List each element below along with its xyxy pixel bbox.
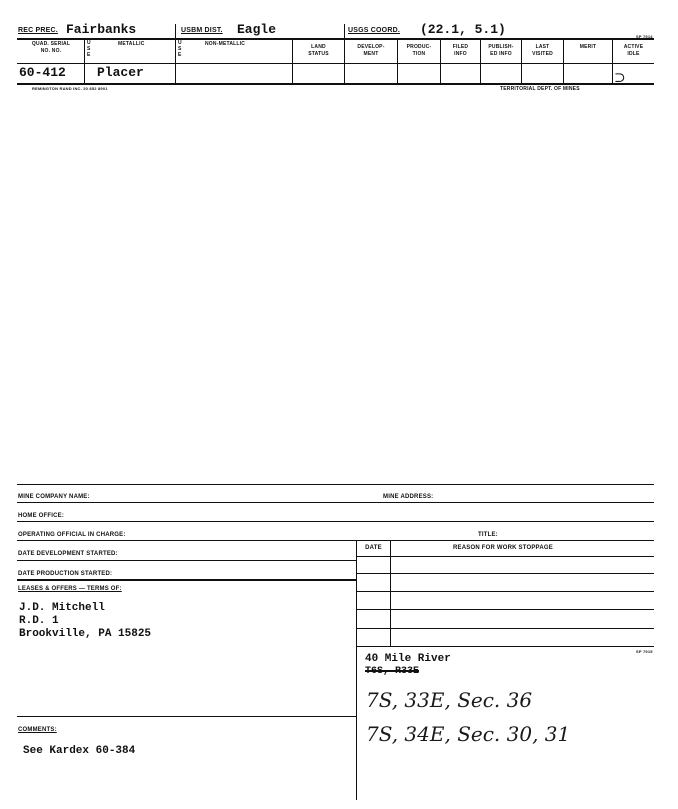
column-rule <box>17 63 654 64</box>
rec-prec-label: REC PREC. <box>18 27 58 34</box>
bottom-divider <box>356 540 357 800</box>
col-last-visited: LAST VISITED <box>532 44 553 57</box>
col-development: DEVELOP- MENT <box>357 44 385 57</box>
printer-imprint: REMINGTON RAND INC. 20 852 8901 <box>32 86 108 91</box>
usgs-coord-value: (22.1, 5.1) <box>420 22 506 37</box>
handwritten-location-2: 7S, 34E, Sec. 30, 31 <box>366 722 571 746</box>
col-metallic: METALLIC <box>118 41 145 47</box>
date-column-rule <box>390 540 391 646</box>
col-use-2: U S E <box>178 40 182 58</box>
mine-address-label: MINE ADDRESS: <box>383 494 434 500</box>
mine-company-top-rule <box>17 484 654 485</box>
header-rule <box>17 38 654 40</box>
col-quad-serial: QUAD. SERIAL NO. NO. <box>31 41 71 54</box>
mine-company-label: MINE COMPANY NAME: <box>18 494 90 500</box>
reason-stoppage-label: REASON FOR WORK STOPPAGE <box>453 545 553 551</box>
location-struck: T6S, R33E <box>365 666 420 677</box>
col-non-metallic: NON-METALLIC <box>205 41 246 47</box>
leases-offers-label: LEASES & OFFERS — TERMS OF: <box>18 586 122 592</box>
operating-official-label: OPERATING OFFICIAL IN CHARGE: <box>18 532 126 538</box>
lessee-address-2: Brookville, PA 15825 <box>19 628 152 640</box>
metallic-value: Placer <box>97 65 144 80</box>
col-merit: MERIT <box>579 44 597 50</box>
rec-prec-value: Fairbanks <box>66 22 137 37</box>
usbm-dist-value: Eagle <box>237 22 277 37</box>
form-number-2: SP 7915 <box>636 649 653 654</box>
col-production: PRODUC- TION <box>406 44 432 57</box>
col-active-idle: ACTIVE IDLE <box>623 44 644 57</box>
comments-label: COMMENTS: <box>18 727 57 733</box>
department-imprint: TERRITORIAL DEPT. OF MINES <box>500 86 580 92</box>
location-river: 40 Mile River <box>365 653 451 665</box>
col-filed-info: FILED INFO <box>452 44 469 57</box>
col-published-info: PUBLISH- ED INFO <box>488 44 514 57</box>
form-number: SP 7914 <box>636 34 653 39</box>
usgs-coord-label: USGS COORD. <box>348 27 400 34</box>
col-use: U S E <box>87 40 91 58</box>
date-production-label: DATE PRODUCTION STARTED: <box>18 571 113 577</box>
home-office-label: HOME OFFICE: <box>18 513 65 519</box>
lessee-address-1: R.D. 1 <box>19 615 59 627</box>
lessee-name: J.D. Mitchell <box>19 602 105 614</box>
date-development-label: DATE DEVELOPMENT STARTED: <box>18 551 118 557</box>
active-idle-mark: ⊃ <box>614 70 626 86</box>
handwritten-location-1: 7S, 33E, Sec. 36 <box>366 688 533 712</box>
col-land-status: LAND STATUS <box>308 44 329 57</box>
usbm-dist-label: USBM DIST. <box>181 27 223 34</box>
comments-value: See Kardex 60-384 <box>23 745 136 757</box>
title-label: TITLE: <box>478 532 498 538</box>
quad-serial-value: 60-412 <box>19 65 66 80</box>
record-rule <box>17 83 654 85</box>
date-column-label: DATE <box>365 545 382 551</box>
